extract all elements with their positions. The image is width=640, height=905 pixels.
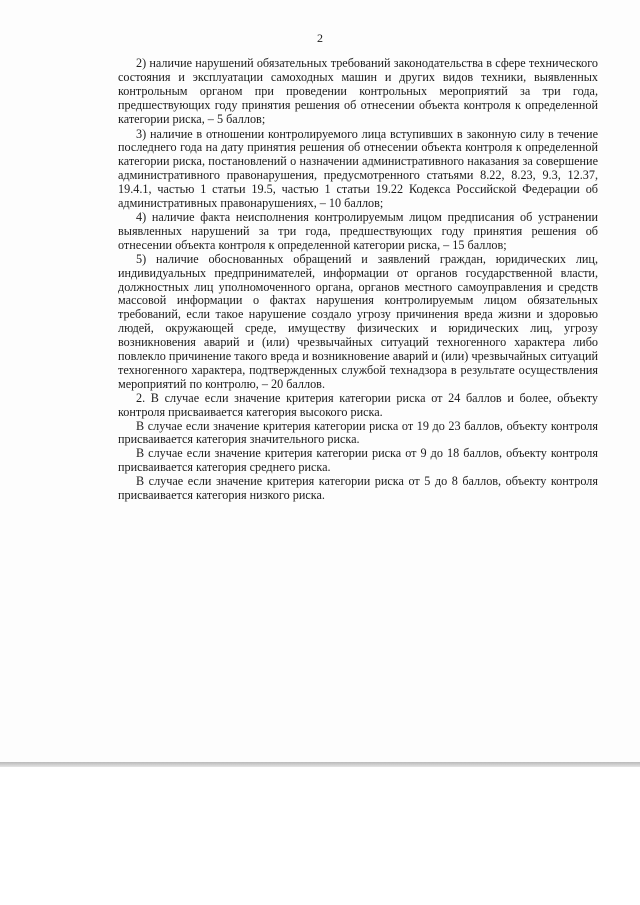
criterion-item-5: 5) наличие обоснованных обращений и заявлений граждан, юридических лиц, индивидуальных предпринимателей, информации от органов государственной власти, должностных лиц уполномоченного органа, органов местного самоуправления и средств массовой информации о фактах нарушения контролируемым лицом обязательных требований, если такое нарушение создало угрозу причинения вреда жизни и здоровью людей, окружающей среде, имуществу физических и юридических лиц, угрозу возникновения аварий и (или) чрезвычайных ситуаций техногенного характера либо повлекло причинение такого вреда и возникновение аварий и (или) чрезвычайных ситуаций техногенного характера, подтвержденных службой технадзора в результате осуществления мероприятий по контролю, – 20 баллов.: [118, 251, 598, 391]
page-number: 2: [317, 31, 323, 45]
criterion-item-3: 3) наличие в отношении контролируемого лица вступивших в законную силу в течение последнего года на дату принятия решения об отнесении объекта контроля к определенной категории риска, постановлений о назначении административного наказания за совершение административного правонарушения, предусмотренного статьями 8.22, 8.23, 9.3, 12.37, 19.4.1, частью 1 статьи 19.5, частью 1 статьи 19.22 Кодекса Российской Федерации об административных правонарушениях, – 10 баллов;: [118, 126, 598, 211]
page-edge-divider: [0, 762, 640, 767]
criterion-item-4: 4) наличие факта неисполнения контролируемым лицом предписания об устранении выявленных нарушений за три года, предшествующих году принятия решения об отнесении объекта контроля к определенной категории риска, – 15 баллов;: [118, 209, 598, 252]
document-body: [118, 57, 598, 503]
risk-category-medium: В случае если значение критерия категории риска от 9 до 18 баллов, объекту контроля присваивается категория среднего риска.: [118, 446, 598, 475]
risk-category-low: В случае если значение критерия категории риска от 5 до 8 баллов, объекту контроля присваивается категория низкого риска.: [118, 474, 598, 503]
criterion-item-2: 2) наличие нарушений обязательных требований законодательства в сфере технического состояния и эксплуатации самоходных машин и других видов техники, выявленных контрольным органом при проведении контрольных мероприятий за три года, предшествующих году принятия решения об отнесении объекта контроля к определенной категории риска, – 5 баллов;: [118, 56, 598, 126]
risk-category-significant: В случае если значение критерия категории риска от 19 до 23 баллов, объекту контроля присваивается категория значительного риска.: [118, 418, 598, 447]
risk-category-high: 2. В случае если значение критерия категории риска от 24 баллов и более, объекту контроля присваивается категория высокого риска.: [118, 390, 598, 419]
